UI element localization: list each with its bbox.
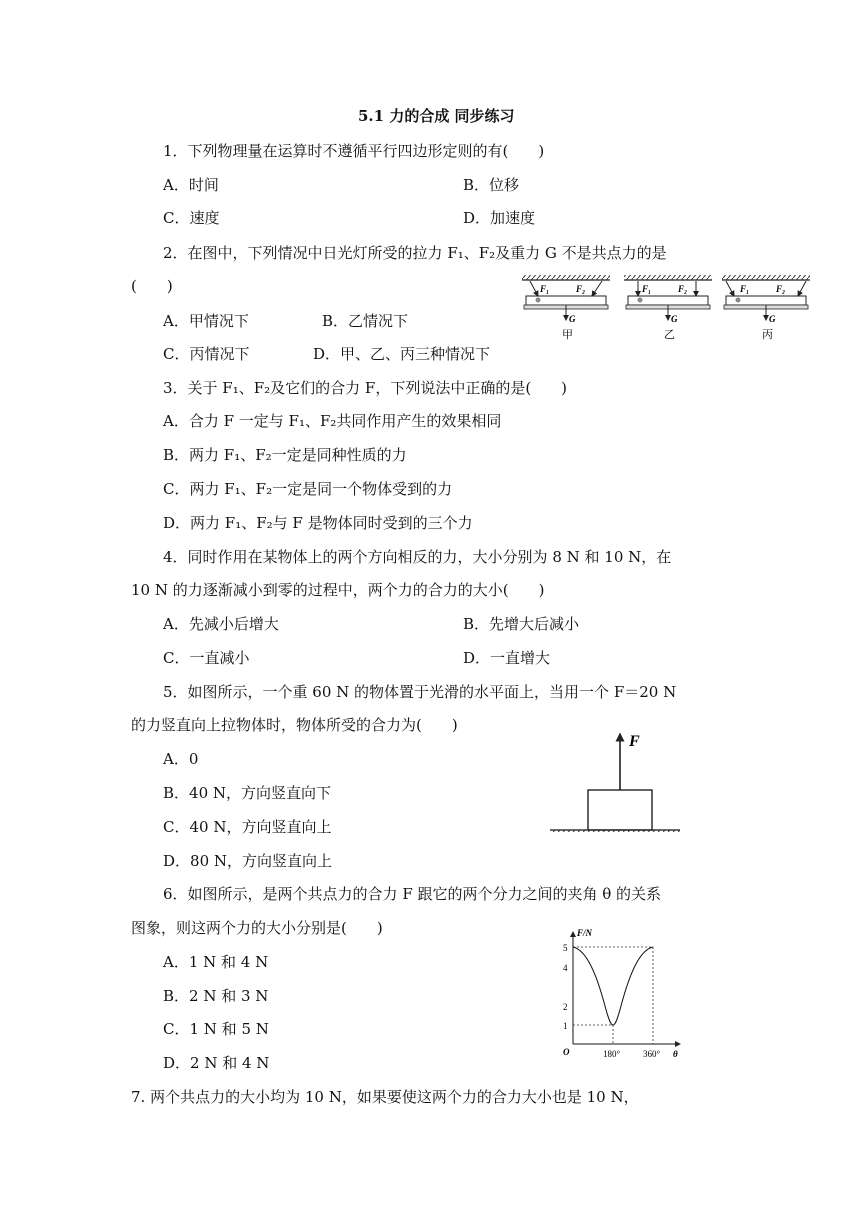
q3-option-c: C．两力 F₁、F₂一定是同一个物体受到的力 [163,480,453,498]
q6-stem-cont: 图象，则这两个力的大小分别是( ) [131,919,383,937]
q2-option-a: A．甲情况下 [163,312,249,330]
resultant-curve [573,947,653,1025]
label-f1: F₁ [642,284,652,294]
label-f2: F₂ [678,284,688,294]
y-tick-2: 2 [563,1002,568,1012]
q2-option-c: C．丙情况下 [163,345,250,363]
ground-hatch [550,830,680,832]
y-tick-4: 4 [563,963,568,973]
q4-option-a: A．先减小后增大 [163,615,279,633]
q5-stem: 5．如图所示，一个重 60 N 的物体置于光滑的水平面上，当用一个 F＝20 N [163,683,677,701]
q6-option-d: D．2 N 和 4 N [163,1054,270,1072]
q1-option-b: B．位移 [463,176,520,194]
y-axis-label: F/N [577,928,593,938]
q5-stem-cont: 的力竖直向上拉物体时，物体所受的合力为( ) [131,716,458,734]
q3-option-d: D．两力 F₁、F₂与 F 是物体同时受到的三个力 [163,514,473,532]
page-title: 5.1 力的合成 同步练习 [358,107,515,125]
q3-option-a: A．合力 F 一定与 F₁、F₂共同作用产生的效果相同 [163,412,502,430]
q2-option-b: B．乙情况下 [322,312,409,330]
q1-option-a: A．时间 [163,176,219,194]
label-f1: F₁ [540,284,550,294]
label-f2: F₂ [576,284,586,294]
scene-caption: 丙 [762,329,773,341]
q5-option-c: C．40 N，方向竖直向上 [163,818,332,836]
q6-stem: 6．如图所示，是两个共点力的合力 F 跟它的两个分力之间的夹角 θ 的关系 [163,885,662,903]
x-tick-180: 180° [603,1049,621,1059]
x-tick-360: 360° [643,1049,661,1059]
q6-option-b: B．2 N 和 3 N [163,987,269,1005]
q6-option-c: C．1 N 和 5 N [163,1020,269,1038]
y-tick-5: 5 [563,943,568,953]
label-f2: F₂ [776,284,786,294]
q3-option-b: B．两力 F₁、F₂一定是同种性质的力 [163,446,407,464]
scene-caption: 甲 [562,329,573,341]
q4-stem: 4．同时作用在某物体上的两个方向相反的力，大小分别为 8 N 和 10 N，在 [163,548,672,566]
q5-option-b: B．40 N，方向竖直向下 [163,784,332,802]
label-g: G [671,314,678,324]
q7-stem: 7. 两个共点力的大小均为 10 N，如果要使这两个力的合力大小也是 10 N， [131,1088,639,1106]
q2-lamp-figure [518,272,818,344]
label-f1: F₁ [740,284,750,294]
block [588,790,652,830]
force-label: F [629,733,640,750]
origin-label: O [563,1047,570,1057]
x-axis-label: θ [673,1049,678,1059]
q3-stem: 3．关于 F₁、F₂及它们的合力 F，下列说法中正确的是( ) [163,379,568,397]
y-tick-1: 1 [563,1021,568,1031]
q4-stem-cont: 10 N 的力逐渐减小到零的过程中，两个力的合力的大小( ) [131,581,545,599]
q4-option-d: D．一直增大 [463,649,551,667]
lamp-scene-2 [624,275,712,341]
q5-option-a: A．0 [163,750,199,768]
q4-option-c: C．一直减小 [163,649,250,667]
q4-option-b: B．先增大后减小 [463,615,580,633]
label-g: G [569,314,576,324]
lamp-scene-3 [722,275,810,341]
q1-option-c: C．速度 [163,209,220,227]
q6-graph-figure [555,926,690,1061]
q1-stem: 1．下列物理量在运算时不遵循平行四边形定则的有( ) [163,142,545,160]
label-g: G [769,314,776,324]
q2-option-d: D．甲、乙、丙三种情况下 [313,345,491,363]
q2-stem: 2．在图中，下列情况中日光灯所受的拉力 F₁、F₂及重力 G 不是共点力的是 [163,244,667,262]
q5-block-figure [545,722,685,832]
q1-option-d: D．加速度 [463,209,536,227]
lamp-scene-1 [522,275,610,341]
scene-caption: 乙 [664,329,675,341]
q5-option-d: D．80 N，方向竖直向上 [163,852,333,870]
q6-option-a: A．1 N 和 4 N [163,953,269,971]
q2-stem-cont: ( ) [131,277,173,295]
